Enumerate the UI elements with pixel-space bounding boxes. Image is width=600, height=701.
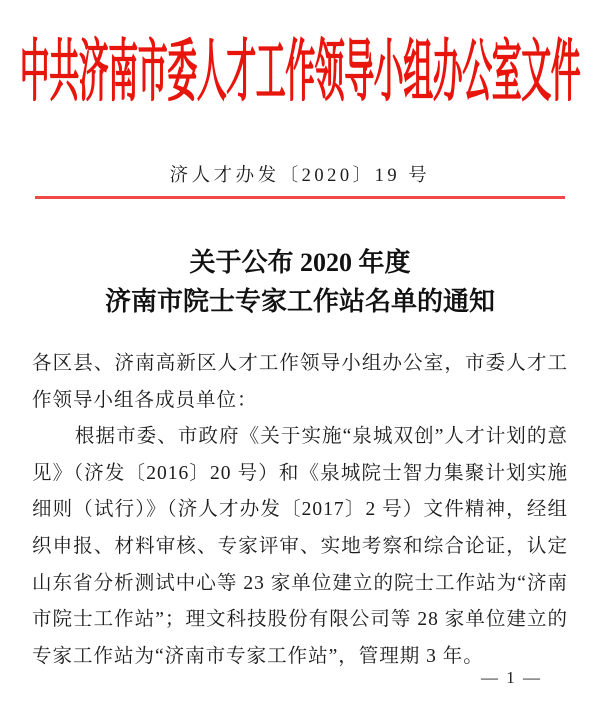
salutation-line: 各区县、济南高新区人才工作领导小组办公室，市委人才工作领导小组各成员单位：: [32, 353, 568, 411]
letterhead-divider: [35, 196, 565, 199]
page-number: — 1 —: [481, 668, 542, 687]
document-body: [32, 346, 568, 675]
issuing-org-title: 中共济南市委人才工作领导小组办公室文件: [19, 35, 581, 110]
document-letterhead: [0, 0, 600, 130]
document-reference-number: 济人才办发〔2020〕19 号: [169, 166, 431, 186]
document-title-line2: 济南市院士专家工作站名单的通知: [104, 287, 495, 316]
body-paragraph: 根据市委、市政府《关于实施“泉城双创”人才计划的意见》（济发〔2016〕20 号）和《泉城院士智力集聚计划实施细则（试行）》（济人才办发〔2017〕2 号）文件精神，经组织申报、材料审核、专家评审、实地考察和综合论证，认定山东省分析测试中心等 23 家单位建立的院士工作站为“济南市院士工作站”；理文科技股份有限公司等 28 家单位建立的专家工作站为“济南市专家工作站”，管理期 3 年。: [32, 426, 568, 667]
document-title-line1: 关于公布 2020 年度: [189, 248, 411, 277]
document-title: [0, 243, 600, 321]
